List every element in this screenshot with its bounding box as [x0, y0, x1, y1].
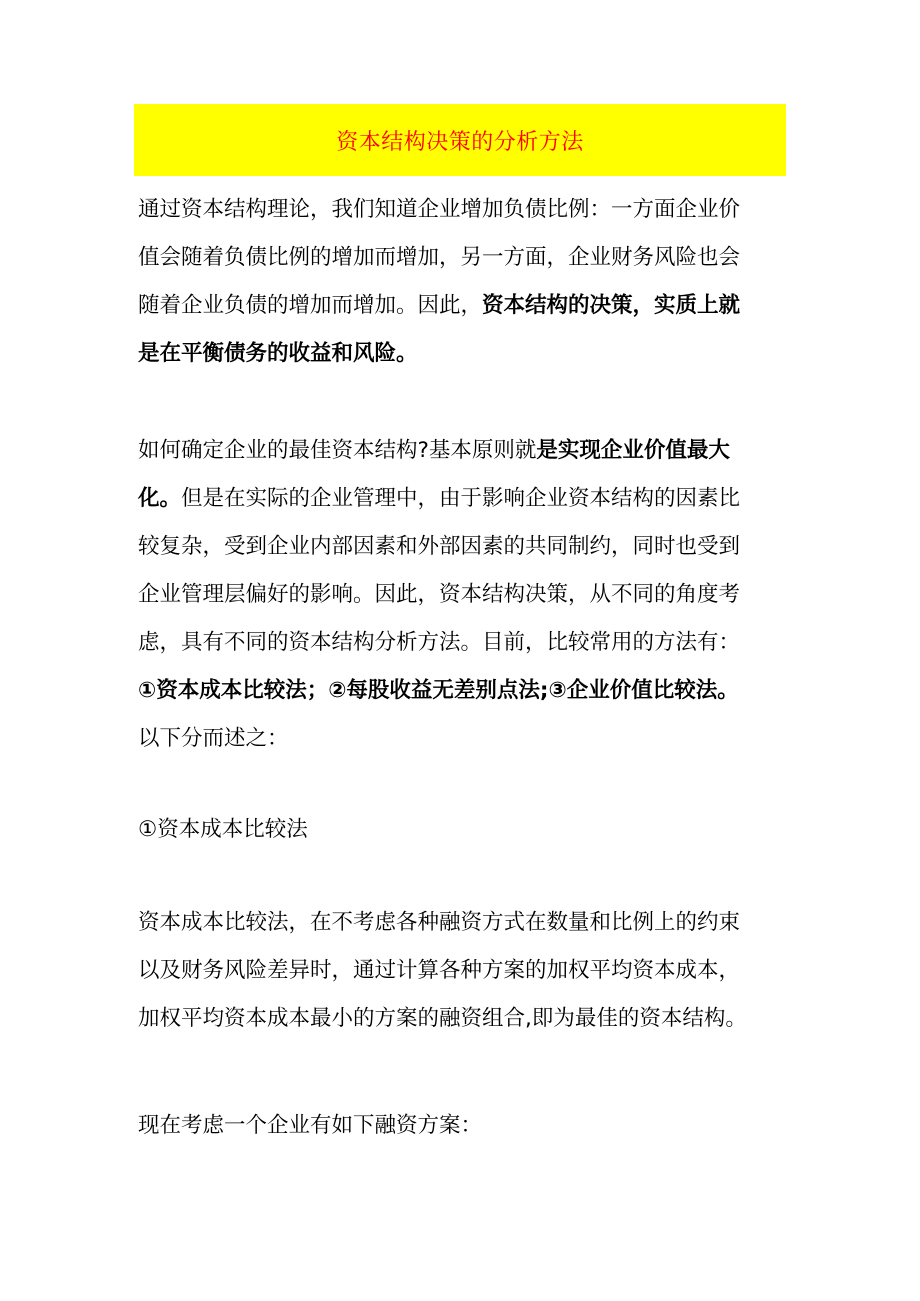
text-line: 较复杂，受到企业内部因素和外部因素的共同制约，同时也受到 — [138, 534, 741, 559]
text-line: 值会随着负债比例的增加而增加，另一方面，企业财务风险也会 — [138, 245, 741, 270]
text-run: 随着企业负债的增加而增加。因此， — [138, 293, 483, 318]
text-line — [138, 475, 798, 523]
text-run: 如何确定企业的最佳资本结构?基本原则就 — [138, 438, 537, 463]
paragraph-intro — [138, 186, 798, 378]
section-heading-text: ①资本成本比较法 — [138, 817, 308, 842]
text-line: 虑，具有不同的资本结构分析方法。目前，比较常用的方法有： — [138, 630, 741, 655]
bold-text-run: 化。 — [138, 486, 182, 511]
paragraph-principle — [138, 427, 798, 763]
title-banner — [134, 104, 786, 176]
text-line — [138, 282, 798, 330]
text-line: 资本成本比较法，在不考虑各种融资方式在数量和比例上的约束 — [138, 910, 741, 935]
bold-text-line: 是在平衡债务的收益和风险。 — [138, 341, 418, 366]
text-line: 现在考虑一个企业有如下融资方案： — [138, 1113, 483, 1138]
bold-text-run: 是实现企业价值最大 — [536, 438, 730, 463]
text-line — [138, 427, 798, 475]
text-line: 加权平均资本成本最小的方案的融资组合,即为最佳的资本结构。 — [138, 1006, 747, 1031]
methods-list-line: ①资本成本比较法；②每股收益无差别点法;③企业价值比较法。 — [138, 678, 739, 703]
paragraph-example-intro — [138, 1102, 798, 1150]
text-line: 以及财务风险差异时，通过计算各种方案的加权平均资本成本， — [138, 958, 741, 983]
paragraph-method-description — [138, 899, 798, 1043]
text-run: 但是在实际的企业管理中，由于影响企业资本结构的因素比 — [181, 486, 741, 511]
document-title: 资本结构决策的分析方法 — [336, 129, 584, 155]
bold-text-run: 资本结构的决策，实质上就 — [482, 293, 741, 318]
text-line: 企业管理层偏好的影响。因此，资本结构决策，从不同的角度考 — [138, 582, 741, 607]
text-line: 以下分而述之： — [138, 726, 289, 751]
section-heading — [138, 806, 798, 854]
text-line: 通过资本结构理论，我们知道企业增加负债比例：一方面企业价 — [138, 197, 741, 222]
